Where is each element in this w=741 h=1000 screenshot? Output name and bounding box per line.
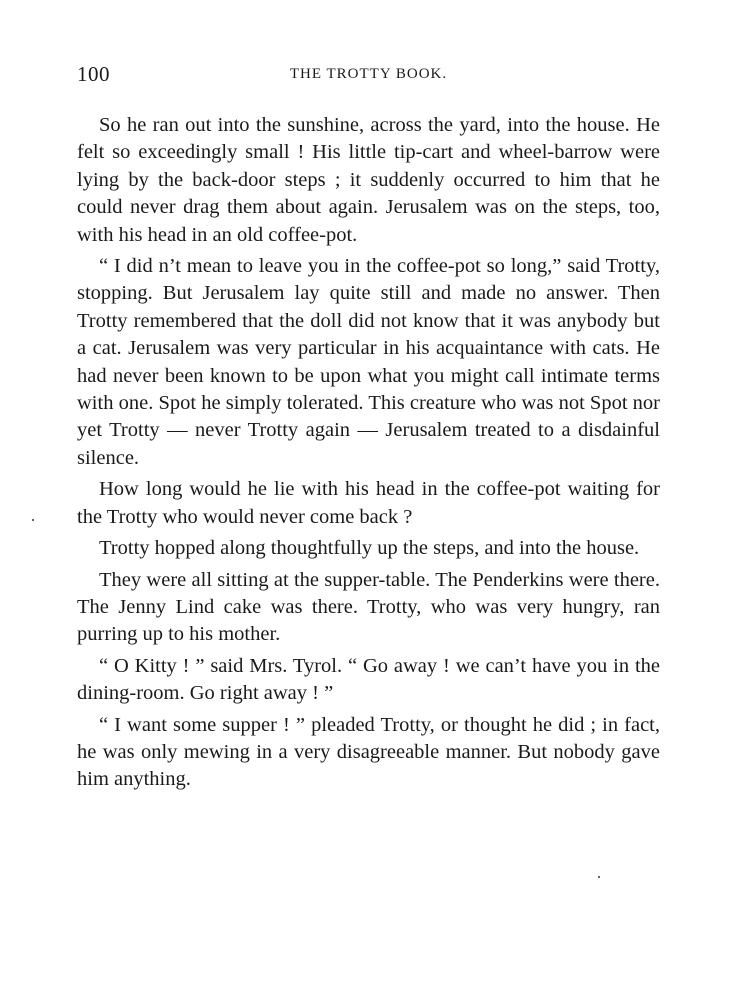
paragraph: Trotty hopped along thoughtfully up the steps, and into the house. xyxy=(99,537,640,560)
ink-speck xyxy=(598,876,600,878)
page-header xyxy=(77,62,660,92)
ink-speck xyxy=(32,519,34,521)
paragraph: So he ran out into the sunshine, across the yard, into the house. He felt so exceedingly small ! His little tip-cart and wheel-barrow were lying by the back-door steps ; it suddenly occurred to him that he could never drag them about again. Jerusalem was on the steps, too, with his head in an old coffee-pot. xyxy=(77,114,660,246)
paragraph: “ I did n’t mean to leave you in the coffee-pot so long,” said Trotty, stopping. But Jerusalem lay quite still and made no answer. Then Trotty remembered that the doll did not know that it was anybody but a cat. Jerusalem was very particular in his acquaintance with cats. He had never been known to be upon what you might call intimate terms with one. Spot he simply tolerated. This creature who was not Spot nor yet Trotty — never Trotty again — Jerusalem treated to a disdainful silence. xyxy=(77,255,660,469)
running-title: THE TROTTY BOOK. xyxy=(289,66,448,82)
paragraph: How long would he lie with his head in the coffee-pot waiting for the Trotty who would never come back ? xyxy=(77,478,660,528)
paragraph: “ I want some supper ! ” pleaded Trotty, or thought he did ; in fact, he was only mewing in a very disagreeable manner. But nobody gave him anything. xyxy=(77,713,660,791)
body-text xyxy=(77,112,660,794)
page-number: 100 xyxy=(77,62,110,86)
paragraph: They were all sitting at the supper-table. The Penderkins were there. The Jenny Lind cake was there. Trotty, who was very hungry, ran purring up to his mother. xyxy=(77,568,660,646)
paragraph: “ O Kitty ! ” said Mrs. Tyrol. “ Go away ! we can’t have you in the dining-room. Go right away ! ” xyxy=(77,654,660,705)
